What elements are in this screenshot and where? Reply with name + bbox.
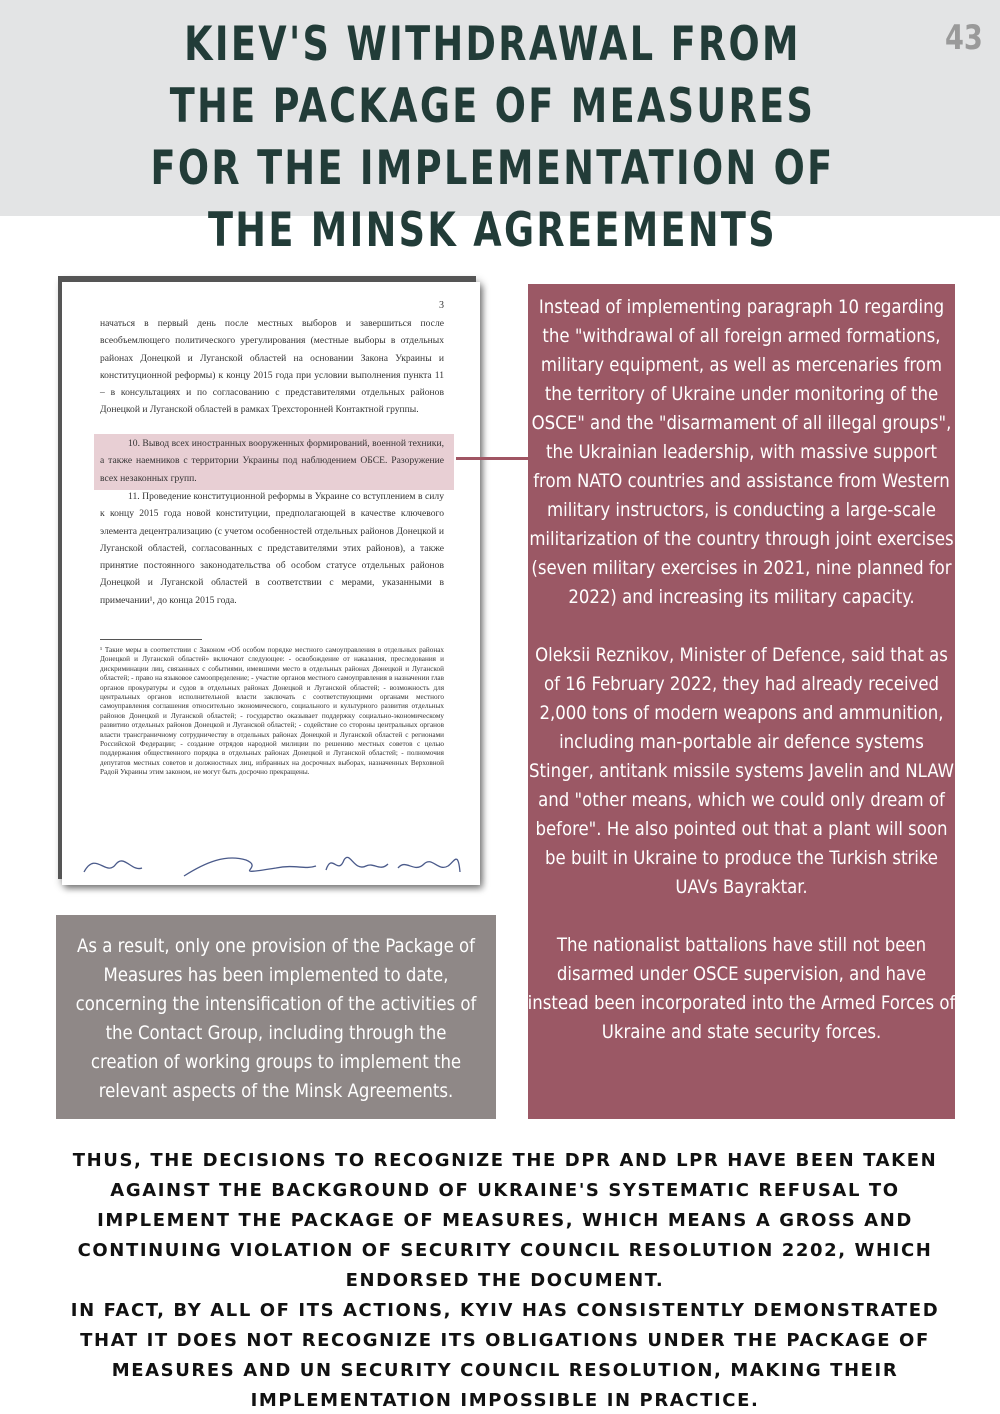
- conclusion-text: [40, 1146, 970, 1414]
- scan-footnote: ¹ Такие меры в соответствии с Законом «Об особом порядке местного самоуправления в отдельных районах Донецкой и Луганской областей» включают следующее: - освобождение от наказания, преследования и дискриминации лиц, связанных с событиями, имевшими место в отдельных районах Донецкой и Луганской областей; - право на языковое самоопределение; - участие органов местного самоуправления в назначении глав органов прокуратуры и судов в отдельных районах Донецкой и Луганской областей; - возможность для центральных органов исполнительной власти заключать с соответствующими органами местного самоуправления соглашения относительно экономического, социального и культурного развития отдельных районов Донецкой и Луганской областей; - государство оказывает поддержку социально-экономическому развитию отдельных районов Донецкой и Луганской областей; - содействие со стороны центральных органов власти трансграничному сотрудничеству в отдельных районах Донецкой и Луганской областей с регионами Российской Федерации; - создание отрядов народной милиции по решению местных советов с целью поддержания общественного порядка в отдельных районах Донецкой и Луганской областей; - полномочия депутатов местных советов и должностных лиц, избранных на досрочных выборах, назначенных Верховной Радой Украины этим законом, не могут быть досрочно прекращены.: [100, 646, 444, 777]
- scan-paragraph-11: 11. Проведение конституционной реформы в Украине со вступлением в силу к концу 2015 года новой конституции, предполагающей в качестве ключевого элемента децентрализацию (с учетом особенностей отдельных районов Донецкой и Луганской областей, согласованных с представителями этих районов), а также принятие постоянного законодательства об особом статусе отдельных районов Донецкой и Луганской областей в соответствии с мерами, указанными в примечании¹, до конца 2015 года.: [100, 491, 444, 606]
- maroon-callout-text: [526, 293, 957, 1076]
- scan-paragraph: начаться в первый день после местных выборов и завершиться после всеобъемлющего политического урегулирования (местные выборы в отдельных районах Донецкой и Луганской областей на основании Закона Украины и конституционной реформы) к концу 2015 года при условии выполнения пункта 11 – в консультациях и по согласованию с представителями отдельных районов Донецкой и Луганской областей в рамках Трехсторонней Контактной группы.: [100, 318, 444, 416]
- scanned-document-image: [62, 282, 480, 885]
- conclusion-line-2: IN FACT, BY ALL OF ITS ACTIONS, KYIV HAS CONSISTENTLY DEMONSTRATED THAT IT DOES NOT RECOGNIZE ITS OBLIGATIONS UNDER THE PACKAGE OF MEASURES AND UN SECURITY COUNCIL RESOLUTION, MAKING THEIR IMPLEMENTATION IMPOSSIBLE IN PRACTICE.: [70, 1300, 940, 1411]
- scan-page-number: 3: [439, 300, 444, 311]
- footnote-divider: [100, 639, 202, 640]
- page-title: KIEV'S WITHDRAWAL FROM THE PACKAGE OF MEASURES FOR THE IMPLEMENTATION OF THE MINSK AGREEMENTS: [150, 17, 835, 258]
- callout-paragraph-2: Oleksii Reznikov, Minister of Defence, said that as of 16 February 2022, they had already received 2,000 tons of modern weapons and ammunition, including man-portable air defence systems Stinger, antitank missile systems Javelin and NLAW and "other means, which we could only dream of before". He also pointed out that a plant will soon be built in Ukraine to produce the Turkish strike UAVs Bayraktar.: [529, 645, 954, 898]
- callout-paragraph-3: The nationalist battalions have still not been disarmed under OSCE supervision, and have instead been incorporated into the Armed Forces of Ukraine and state security forces.: [527, 935, 956, 1043]
- gray-callout-text: As a result, only one provision of the Package of Measures has been implemented to date, concerning the intensification of the activities of the Contact Group, including through the creation of working groups to implement the relevant aspects of the Minsk Agreements.: [75, 936, 477, 1102]
- signatures-image: [76, 842, 476, 882]
- conclusion-line-1: THUS, THE DECISIONS TO RECOGNIZE THE DPR AND LPR HAVE BEEN TAKEN AGAINST THE BACKGROUND OF UKRAINE'S SYSTEMATIC REFUSAL TO IMPLEMENT THE PACKAGE OF MEASURES, WHICH MEANS A GROSS AND CONTINUING VIOLATION OF SECURITY COUNCIL RESOLUTION 2202, WHICH ENDORSED THE DOCUMENT.: [72, 1150, 938, 1291]
- page-number: 43: [945, 18, 983, 58]
- scan-paragraph-10-highlighted: 10. Вывод всех иностранных вооруженных формирований, военной техники, а также наемников с территории Украины под наблюдением ОБСЕ. Разоружение всех незаконных групп.: [100, 438, 444, 484]
- connector-line: [456, 457, 528, 460]
- callout-paragraph-1: Instead of implementing paragraph 10 regarding the "withdrawal of all foreign armed formations, military equipment, as well as mercenaries from the territory of Ukraine under monitoring of the OSCE" and the "disarmament of all illegal groups", the Ukrainian leadership, with massive support from NATO countries and assistance from Western military instructors, is conducting a large-scale militarization of the country through joint exercises (seven military exercises in 2021, nine planned for 2022) and increasing its military capacity.: [529, 297, 954, 608]
